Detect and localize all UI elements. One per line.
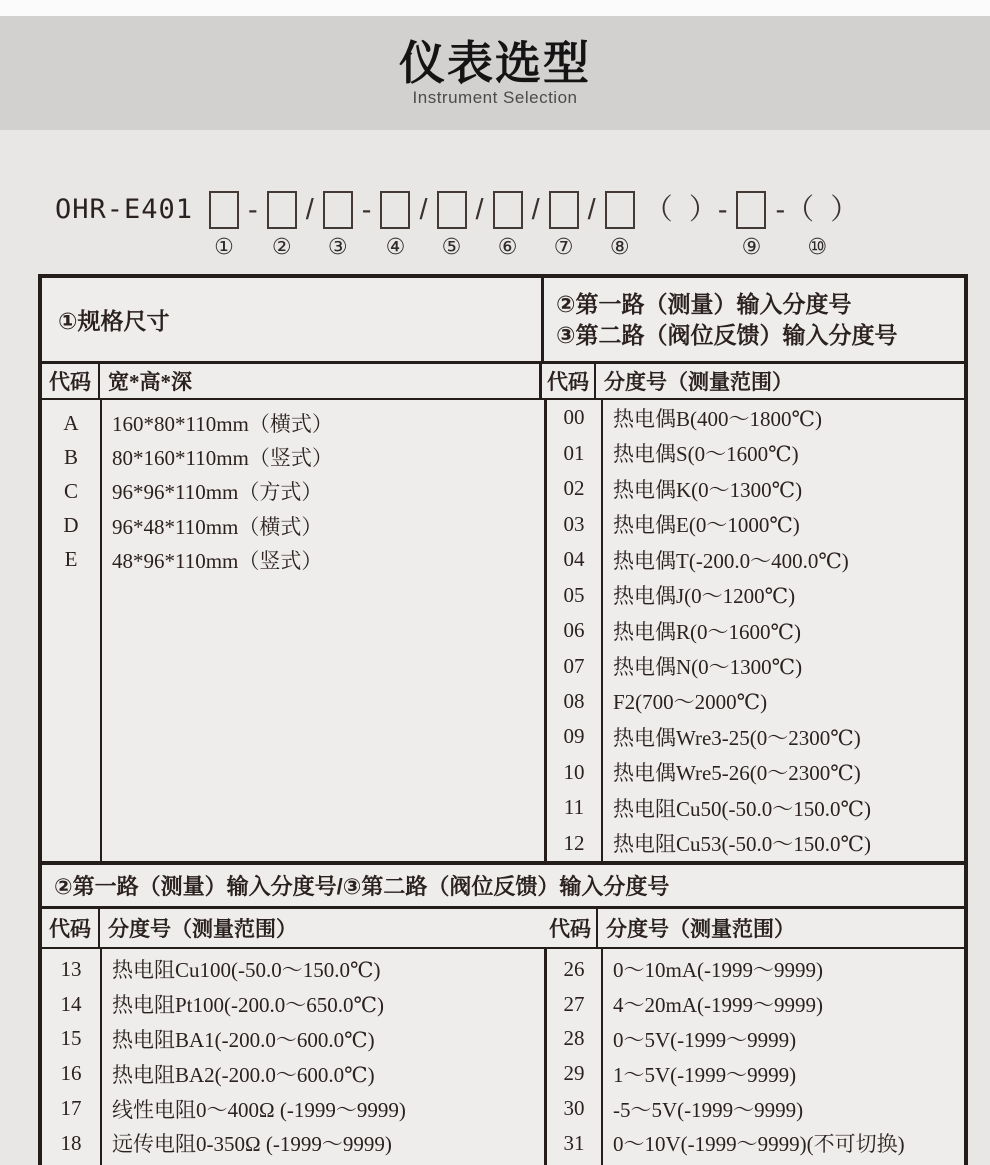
row-desc: 0～5V(-1999～9999) bbox=[613, 1027, 797, 1052]
selection-box bbox=[549, 191, 579, 229]
circled-number: ④ bbox=[385, 235, 406, 260]
row-code: 10 bbox=[563, 759, 585, 784]
col-header-size: 宽*高*深 bbox=[100, 364, 542, 398]
model-code-segment bbox=[775, 190, 859, 259]
page-subtitle: Instrument Selection bbox=[412, 88, 578, 108]
separator-glyph: / bbox=[305, 194, 314, 226]
circled-number: ② bbox=[271, 235, 292, 260]
circled-number: ⑤ bbox=[441, 235, 462, 260]
analog-codes-pane bbox=[547, 949, 964, 1165]
col-header-code2: 代码 bbox=[542, 364, 596, 398]
selection-table bbox=[38, 274, 968, 1165]
row-desc: 热电阻BA1(-200.0～600.0℃) bbox=[112, 1027, 375, 1052]
table-row bbox=[547, 952, 964, 987]
table-row bbox=[42, 1091, 544, 1126]
row-desc: 热电阻Pt100(-200.0～650.0℃) bbox=[112, 993, 384, 1018]
row-code: 13 bbox=[60, 956, 82, 981]
input-index-header-line2: ③第二路（阀位反馈）输入分度号 bbox=[556, 321, 898, 348]
model-code-segments bbox=[209, 190, 868, 259]
section1-data bbox=[42, 400, 964, 865]
row-code: 29 bbox=[563, 1061, 585, 1086]
row-code: 02 bbox=[563, 476, 585, 501]
row-desc: 线性电阻0～400Ω (-1999～9999) bbox=[112, 1097, 406, 1122]
row-code: E bbox=[64, 547, 78, 572]
circled-number: ⑧ bbox=[609, 235, 630, 260]
model-code-segment bbox=[419, 190, 427, 230]
row-desc: 远传电阻0-350Ω (-1999～9999) bbox=[112, 1132, 392, 1157]
row-code: 01 bbox=[563, 440, 585, 465]
row-desc: 4～20mA(-1999～9999) bbox=[613, 993, 823, 1018]
table-row bbox=[42, 474, 544, 508]
table-row bbox=[42, 1126, 544, 1161]
size-codes-pane bbox=[42, 400, 547, 861]
row-desc: F2(700～2000℃) bbox=[613, 690, 768, 715]
model-code-segment bbox=[605, 190, 635, 259]
table-row bbox=[547, 1126, 964, 1161]
table-row bbox=[42, 987, 544, 1022]
separator-glyph: - bbox=[248, 194, 258, 226]
index-codes-pane bbox=[547, 400, 964, 861]
row-desc: 热电偶N(0～1300℃) bbox=[613, 655, 803, 680]
row-desc: 96*48*110mm（横式） bbox=[112, 514, 323, 539]
row-desc: 0～10V(-1999～9999)(不可切换) bbox=[613, 1132, 905, 1157]
separator-glyph: -（ ） bbox=[775, 194, 860, 226]
table-row bbox=[547, 755, 964, 790]
circled-number: ③ bbox=[327, 235, 348, 260]
row-desc: 热电偶E(0～1000℃) bbox=[613, 513, 800, 538]
page-title: 仪表选型 bbox=[399, 36, 591, 89]
spec-size-header: ①规格尺寸 bbox=[42, 278, 544, 361]
separator-glyph: / bbox=[475, 194, 484, 226]
model-code-segment bbox=[209, 190, 239, 259]
row-code: 08 bbox=[563, 688, 585, 713]
circled-number: ① bbox=[214, 235, 234, 260]
row-code: 06 bbox=[563, 618, 585, 643]
model-code-segment bbox=[362, 190, 372, 230]
row-code: 15 bbox=[60, 1026, 82, 1051]
table-row bbox=[42, 440, 544, 474]
separator-glyph: / bbox=[587, 194, 596, 226]
model-prefix: OHR-E401 bbox=[55, 194, 194, 225]
table-row bbox=[42, 543, 544, 577]
selection-box bbox=[437, 191, 467, 229]
row-code: 30 bbox=[563, 1096, 585, 1121]
selection-box bbox=[736, 191, 766, 229]
model-code-segment bbox=[476, 190, 484, 230]
section2-band-title: ②第一路（测量）输入分度号/③第二路（阀位反馈）输入分度号 bbox=[42, 865, 964, 909]
row-desc: 160*80*110mm（横式） bbox=[112, 412, 333, 437]
model-code-segment bbox=[736, 190, 766, 259]
row-desc: 热电偶R(0～1600℃) bbox=[613, 619, 801, 644]
model-code-segment bbox=[248, 190, 258, 230]
row-code: 18 bbox=[60, 1130, 82, 1155]
model-code-segment bbox=[588, 190, 596, 230]
row-desc: 热电偶B(400～1800℃) bbox=[613, 406, 822, 431]
circled-number: ⑦ bbox=[553, 235, 574, 260]
row-desc: 热电偶Wre5-26(0～2300℃) bbox=[613, 761, 861, 786]
table-row bbox=[547, 435, 964, 470]
row-desc: -5～5V(-1999～9999) bbox=[613, 1097, 804, 1122]
title-band bbox=[0, 16, 990, 130]
col-header-code: 代码 bbox=[42, 909, 100, 947]
model-code-segment bbox=[323, 190, 353, 259]
table-row bbox=[42, 509, 544, 543]
separator-glyph: / bbox=[531, 194, 540, 226]
row-desc: 热电阻Cu53(-50.0～150.0℃) bbox=[613, 832, 871, 857]
table-row bbox=[547, 400, 964, 435]
row-code: D bbox=[63, 513, 79, 538]
separator-glyph: - bbox=[361, 194, 372, 226]
section1-column-headers bbox=[42, 364, 964, 400]
row-code: 14 bbox=[60, 991, 82, 1016]
model-code-segment bbox=[437, 190, 467, 259]
table-row bbox=[547, 790, 964, 825]
row-code: 04 bbox=[563, 547, 585, 572]
row-code: A bbox=[63, 410, 79, 435]
row-code: 16 bbox=[60, 1061, 82, 1086]
row-code: 07 bbox=[563, 653, 585, 678]
row-desc: 热电偶J(0～1200℃) bbox=[613, 584, 796, 609]
row-code: 11 bbox=[563, 795, 585, 820]
selection-box bbox=[380, 191, 410, 229]
table-row bbox=[42, 1022, 544, 1057]
table-row bbox=[547, 987, 964, 1022]
row-desc: 96*96*110mm（方式） bbox=[112, 480, 323, 505]
row-code: 05 bbox=[563, 582, 585, 607]
separator-glyph: （ ）- bbox=[643, 194, 728, 226]
row-desc: 80*160*110mm（竖式） bbox=[112, 446, 333, 471]
model-code-line bbox=[55, 190, 990, 259]
table-row bbox=[547, 826, 964, 861]
row-desc: 热电偶S(0～1600℃) bbox=[613, 442, 799, 467]
row-desc: 热电阻Cu100(-50.0～150.0℃) bbox=[112, 958, 381, 983]
table-row bbox=[547, 542, 964, 577]
selection-box bbox=[209, 191, 239, 229]
table-row bbox=[42, 1056, 544, 1091]
row-desc: 0～10mA(-1999～9999) bbox=[613, 958, 823, 983]
table-row bbox=[547, 471, 964, 506]
selection-box bbox=[323, 191, 353, 229]
row-desc: 热电阻Cu50(-50.0～150.0℃) bbox=[613, 796, 871, 821]
section2-data bbox=[42, 949, 964, 1165]
section2-column-headers bbox=[42, 909, 964, 949]
circled-number: ⑥ bbox=[497, 235, 518, 260]
col-header-code: 代码 bbox=[42, 364, 100, 398]
selection-box bbox=[267, 191, 297, 229]
table-row bbox=[42, 952, 544, 987]
circled-number: ⑩ bbox=[807, 235, 828, 260]
col-header-range2: 分度号（测量范围） bbox=[606, 917, 795, 941]
table-row bbox=[547, 506, 964, 541]
row-desc: 48*96*110mm（竖式） bbox=[112, 548, 323, 573]
row-code: 00 bbox=[563, 405, 585, 430]
table-row bbox=[547, 648, 964, 683]
table-row bbox=[547, 1091, 964, 1126]
row-code: 12 bbox=[563, 830, 585, 855]
selection-box bbox=[605, 191, 635, 229]
input-index-header bbox=[544, 278, 964, 361]
row-code: 09 bbox=[563, 724, 585, 749]
model-code-segment bbox=[644, 190, 728, 230]
top-white-strip bbox=[0, 0, 990, 16]
table-row bbox=[42, 406, 544, 440]
col-header-range: 分度号（测量范围） bbox=[108, 917, 297, 941]
rtd-codes-pane bbox=[42, 949, 547, 1165]
model-code-segment bbox=[532, 190, 540, 230]
model-code-segment bbox=[493, 190, 523, 259]
model-code-segment bbox=[267, 190, 297, 259]
table-row bbox=[547, 684, 964, 719]
table-row bbox=[547, 613, 964, 648]
row-code: 03 bbox=[563, 511, 585, 536]
input-index-header-line1: ②第一路（测量）输入分度号 bbox=[556, 290, 852, 317]
row-code: 26 bbox=[563, 956, 585, 981]
table-row bbox=[547, 1022, 964, 1057]
row-desc: 热电阻BA2(-200.0～600.0℃) bbox=[112, 1062, 375, 1087]
row-code: B bbox=[63, 444, 78, 469]
model-code-segment bbox=[380, 190, 410, 259]
table-row bbox=[547, 719, 964, 754]
row-desc: 1～5V(-1999～9999) bbox=[613, 1062, 797, 1087]
row-code: 27 bbox=[563, 991, 585, 1016]
col-header-code2: 代码 bbox=[544, 909, 598, 947]
table-row bbox=[547, 1056, 964, 1091]
section1-header-row bbox=[42, 278, 964, 364]
row-desc: 热电偶Wre3-25(0～2300℃) bbox=[613, 725, 861, 750]
row-code: 28 bbox=[563, 1026, 585, 1051]
selection-box bbox=[493, 191, 523, 229]
table-row bbox=[547, 577, 964, 612]
row-desc: 热电偶K(0～1300℃) bbox=[613, 477, 803, 502]
circled-number: ⑨ bbox=[741, 235, 762, 260]
row-code: 31 bbox=[563, 1130, 585, 1155]
row-desc: 热电偶T(-200.0～400.0℃) bbox=[613, 548, 849, 573]
separator-glyph: / bbox=[419, 194, 428, 226]
model-code-segment bbox=[549, 190, 579, 259]
col-header-range: 分度号（测量范围） bbox=[604, 370, 793, 394]
row-code: C bbox=[63, 478, 78, 503]
row-code: 17 bbox=[60, 1096, 82, 1121]
model-code-segment bbox=[306, 190, 314, 230]
